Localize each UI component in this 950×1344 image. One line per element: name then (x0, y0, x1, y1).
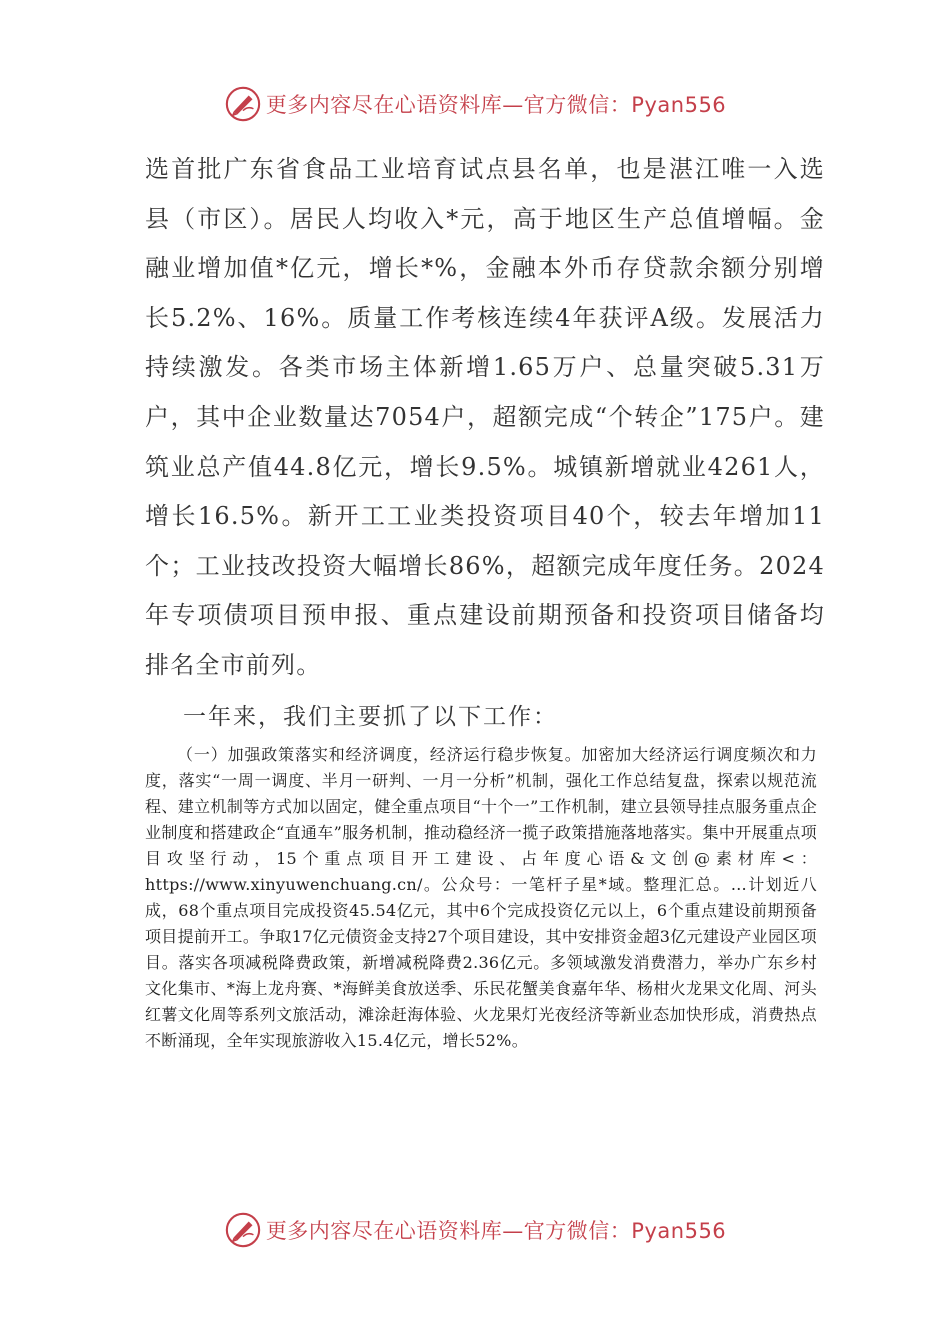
footer-banner-text: 更多内容尽在心语资料库—官方微信：Pyan556 (265, 1219, 727, 1243)
pen-logo-icon (224, 1211, 262, 1249)
body-paragraph-large: 选首批广东省食品工业培育试点县名单，也是湛江唯一入选县（市区）。居民人均收入*元，高于地区生产总值增幅。金融业增加值*亿元，增长*%，金融本外币存贷款余额分别增长5.2%、16%。质量工作考核连续4年获评A级。发展活力持续激发。各类市场主体新增1.65万户、总量突破5.31万户，其中企业数量达7054户，超额完成“个转企”175户。建筑业总产值44.8亿元，增长9.5%。城镇新增就业4261人，增长16.5%。新开工工业类投资项目40个，较去年增加11个；工业技改投资大幅增长86%，超额完成年度任务。2024年专项债项目预申报、重点建设前期预备和投资项目储备均排名全市前列。 (145, 155, 825, 679)
footer-banner (0, 1208, 950, 1252)
body-lead-sentence: 一年来，我们主要抓了以下工作： (183, 704, 558, 730)
header-banner-text: 更多内容尽在心语资料库—官方微信：Pyan556 (265, 93, 727, 117)
body-paragraph-small: （一）加强政策落实和经济调度，经济运行稳步恢复。加密加大经济运行调度频次和力度，落实“一周一调度、半月一研判、一月一分析”机制，强化工作总结复盘，探索以规范流程、建立机制等方式加以固定，健全重点项目“十个一”工作机制，建立县领导挂点服务重点企业制度和搭建政企“直通车”服务机制，推动稳经济一揽子政策措施落地落实。集中开展重点项目攻坚行动，15个重点项目开工建设、占年度心语&文创@素材库<：https://www.xinyuwenchuang.cn/。公众号：一笔杆子星*域。整理汇总。…计划近八成，68个重点项目完成投资45.54亿元，其中6个完成投资亿元以上，6个重点建设前期预备项目提前开工。争取17亿元债资金支持27个项目建设，其中安排资金超3亿元建设产业园区项目。落实各项减税降费政策，新增减税降费2.36亿元。多领域激发消费潜力，举办广东乡村文化集市、*海上龙舟赛、*海鲜美食放送季、乐民花蟹美食嘉年华、杨柑火龙果文化周、河头红薯文化周等系列文旅活动，滩涂赶海体验、火龙果灯光夜经济等新业态加快形成，消费热点不断涌现，全年实现旅游收入15.4亿元，增长52%。 (145, 745, 817, 1050)
header-banner (0, 82, 950, 126)
pen-logo-icon (224, 85, 262, 123)
